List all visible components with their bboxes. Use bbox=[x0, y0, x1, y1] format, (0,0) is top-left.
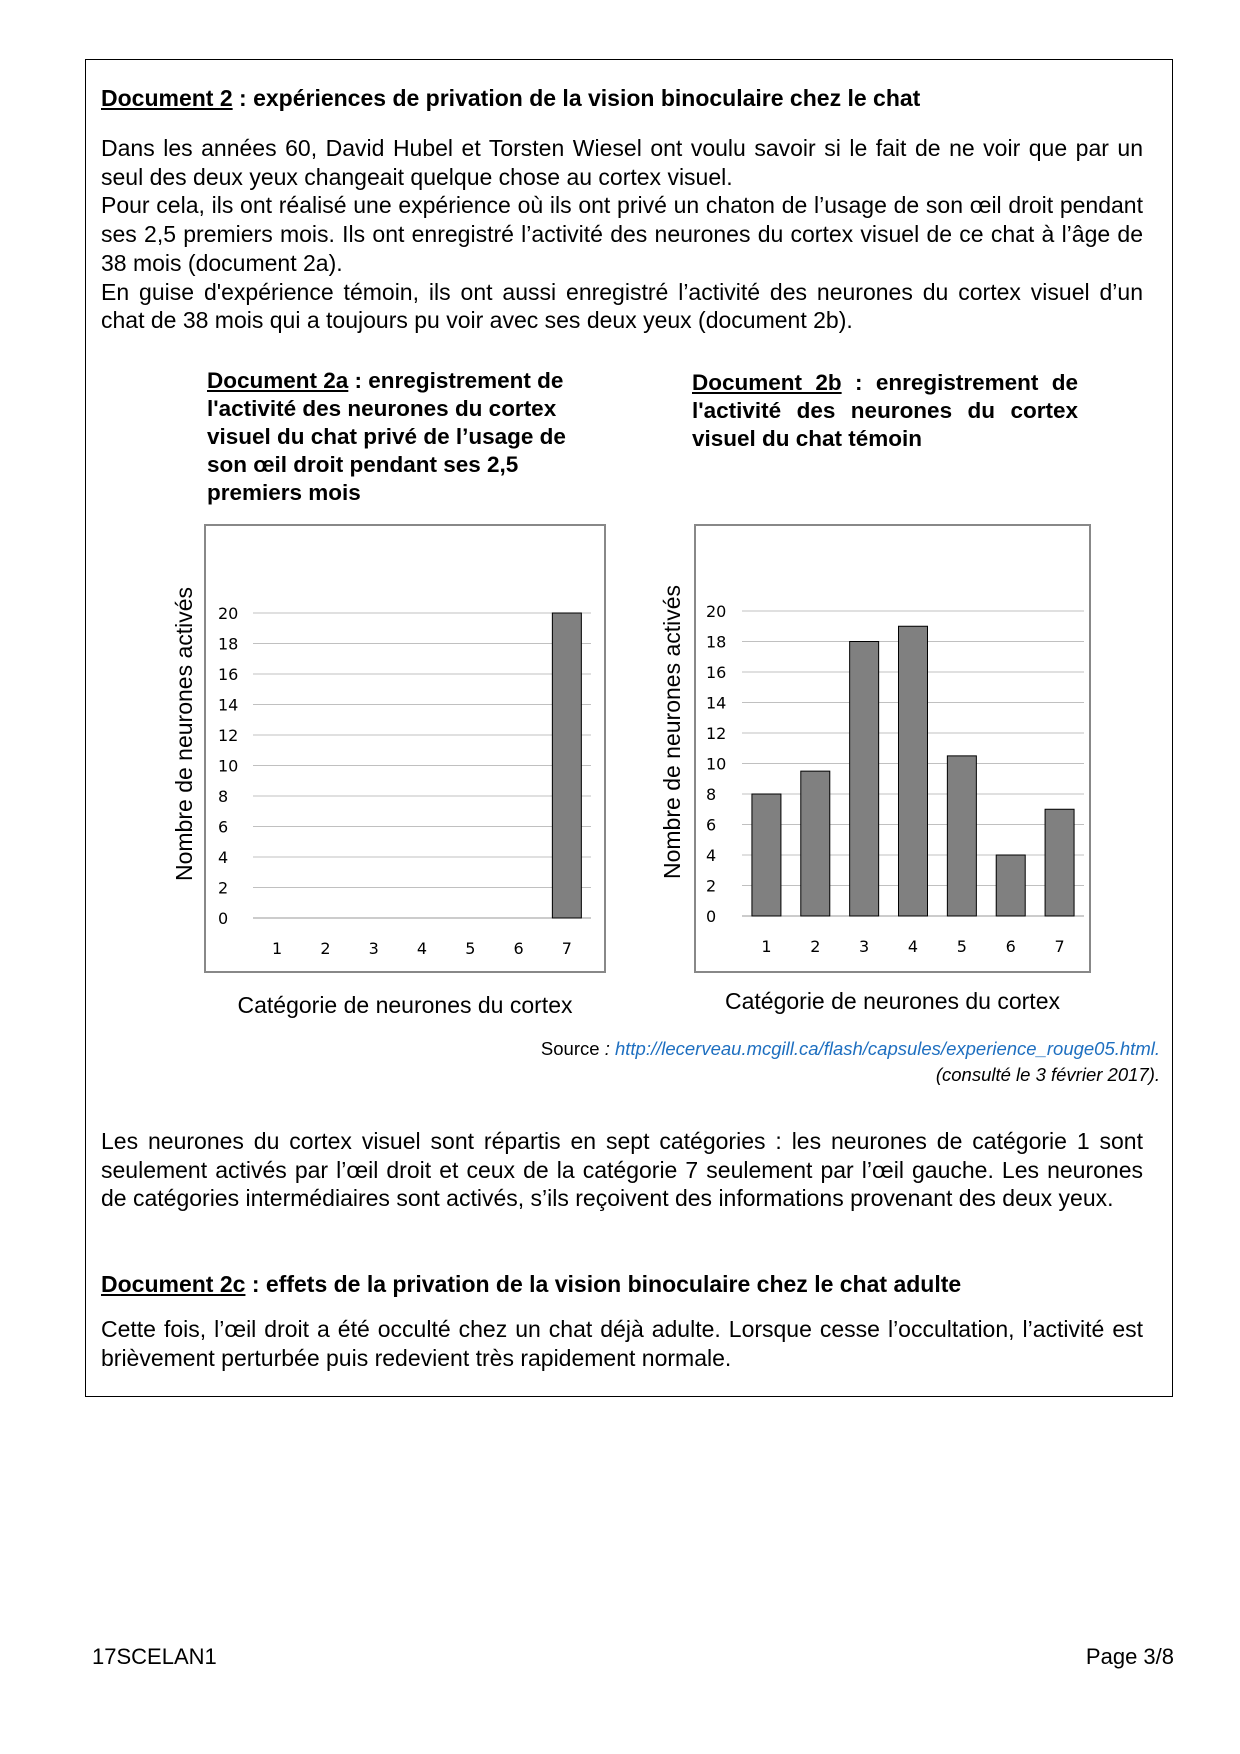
y-tick-label: 2 bbox=[218, 878, 229, 898]
x-tick-label: 2 bbox=[320, 939, 331, 958]
source-consulted-text: (consulté le 3 février 2017). bbox=[935, 1064, 1160, 1085]
y-tick-label: 4 bbox=[706, 846, 717, 865]
x-tick-label: 6 bbox=[1005, 937, 1016, 956]
intro-paragraph: Pour cela, ils ont réalisé une expérience où ils ont privé un chaton de l’usage de son œil droit pendant ses 2,5 premiers mois. Ils ont enregistré l’activité des neurones du cortex visuel de ce chat à l’âge de 38 mois (document 2a). bbox=[101, 192, 1143, 276]
x-tick-label: 2 bbox=[810, 937, 821, 956]
chart-2b bbox=[694, 524, 1091, 973]
chart-2a-ylabel: Nombre de neurones activés bbox=[171, 586, 197, 881]
x-tick-label: 7 bbox=[561, 939, 572, 958]
intro-paragraph: Dans les années 60, David Hubel et Torsten Wiesel ont voulu savoir si le fait de ne voir que par un seul des deux yeux changeait quelque chose au cortex visuel. bbox=[101, 135, 1143, 190]
doc2a-title: : enregistrement de l'activité des neurones du cortex visuel du chat privé de l’usage de son œil droit pendant ses 2,5 premiers mois bbox=[207, 368, 566, 505]
doc2-intro bbox=[101, 134, 1143, 335]
chart-2b-ylabel: Nombre de neurones activés bbox=[659, 584, 685, 879]
y-tick-label: 14 bbox=[218, 695, 239, 715]
y-tick-label: 16 bbox=[218, 665, 239, 684]
intro-paragraph: En guise d'expérience témoin, ils ont aussi enregistré l’activité des neurones du cortex visuel d’un chat de 38 mois qui a toujours pu voir avec ses deux yeux (document 2b). bbox=[101, 278, 1143, 334]
bar-category-1 bbox=[752, 794, 781, 916]
y-tick-label: 18 bbox=[706, 632, 727, 652]
doc2c-text: Cette fois, l’œil droit a été occulté chez un chat déjà adulte. Lorsque cesse l’occultation, l’activité est brièvement perturbée puis redevient très rapidement normale. bbox=[101, 1316, 1143, 1371]
x-tick-label: 6 bbox=[513, 939, 524, 958]
y-tick-label: 20 bbox=[218, 604, 239, 623]
y-tick-label: 8 bbox=[218, 787, 229, 806]
y-tick-label: 10 bbox=[706, 754, 727, 774]
x-tick-label: 1 bbox=[272, 939, 283, 958]
bar-category-5 bbox=[947, 756, 976, 916]
y-tick-label: 10 bbox=[218, 756, 239, 776]
doc2-label: Document 2 bbox=[101, 85, 233, 111]
x-tick-label: 4 bbox=[907, 937, 919, 956]
doc2a-label: Document 2a bbox=[207, 368, 349, 393]
y-tick-label: 20 bbox=[706, 602, 727, 621]
footer-code: 17SCELAN1 bbox=[92, 1644, 217, 1669]
doc2c-heading bbox=[101, 1271, 1161, 1298]
bar-category-6 bbox=[996, 855, 1025, 916]
y-tick-label: 0 bbox=[218, 909, 229, 928]
x-tick-label: 7 bbox=[1054, 937, 1065, 956]
bar-category-7 bbox=[552, 613, 581, 918]
chart-2b-xlabel: Catégorie de neurones du cortex bbox=[725, 988, 1060, 1014]
y-tick-label: 18 bbox=[218, 634, 239, 654]
y-tick-label: 6 bbox=[218, 817, 229, 837]
y-tick-label: 14 bbox=[706, 693, 727, 713]
doc2b-title: : enregistrement de l'activité des neurones du cortex visuel du chat témoin bbox=[692, 370, 1078, 451]
doc2b-heading bbox=[692, 369, 1078, 453]
doc2c-title: : effets de la privation de la vision binoculaire chez le chat adulte bbox=[245, 1271, 962, 1297]
bar-category-4 bbox=[899, 626, 928, 916]
chart-2a-xlabel: Catégorie de neurones du cortex bbox=[237, 992, 573, 1018]
doc2-title: : expériences de privation de la vision binoculaire chez le chat bbox=[232, 85, 921, 111]
source-colon: : bbox=[604, 1038, 615, 1059]
categories-paragraph: Les neurones du cortex visuel sont répartis en sept catégories : les neurones de catégorie 1 sont seulement activés par l’œil droit et ceux de la catégorie 7 seulement par l’œil gauche. Les neurones de catégories intermédiaires sont activés, s’ils reçoivent des informations provenant des deux yeux. bbox=[101, 1128, 1143, 1212]
bar-category-2 bbox=[801, 771, 830, 916]
source-link[interactable]: http://lecerveau.mcgill.ca/flash/capsules/experience_rouge05.html. bbox=[614, 1038, 1160, 1059]
source-prefix: Source bbox=[540, 1038, 605, 1059]
doc2a-heading bbox=[207, 367, 602, 507]
bar-category-3 bbox=[850, 642, 879, 917]
y-tick-label: 4 bbox=[218, 848, 229, 867]
y-tick-label: 8 bbox=[706, 785, 717, 804]
y-tick-label: 16 bbox=[706, 663, 727, 682]
y-tick-label: 12 bbox=[706, 724, 727, 743]
footer-page: Page 3/8 bbox=[1085, 1644, 1174, 1669]
source-consulted bbox=[300, 1064, 1160, 1086]
x-tick-label: 3 bbox=[368, 939, 379, 958]
source-line bbox=[300, 1038, 1160, 1060]
y-tick-label: 0 bbox=[706, 907, 717, 926]
doc2c-label: Document 2c bbox=[101, 1271, 246, 1297]
x-tick-label: 5 bbox=[956, 937, 967, 956]
bar-category-7 bbox=[1045, 809, 1074, 916]
y-tick-label: 2 bbox=[706, 876, 717, 896]
y-tick-label: 12 bbox=[218, 726, 239, 745]
x-tick-label: 1 bbox=[761, 937, 772, 956]
y-tick-label: 6 bbox=[706, 815, 717, 835]
chart-2a bbox=[204, 524, 606, 973]
x-tick-label: 5 bbox=[465, 939, 476, 958]
doc2-heading bbox=[101, 85, 1161, 112]
x-tick-label: 3 bbox=[859, 937, 870, 956]
doc2b-label: Document 2b bbox=[692, 370, 842, 395]
chart-border bbox=[205, 525, 605, 972]
x-tick-label: 4 bbox=[416, 939, 428, 958]
